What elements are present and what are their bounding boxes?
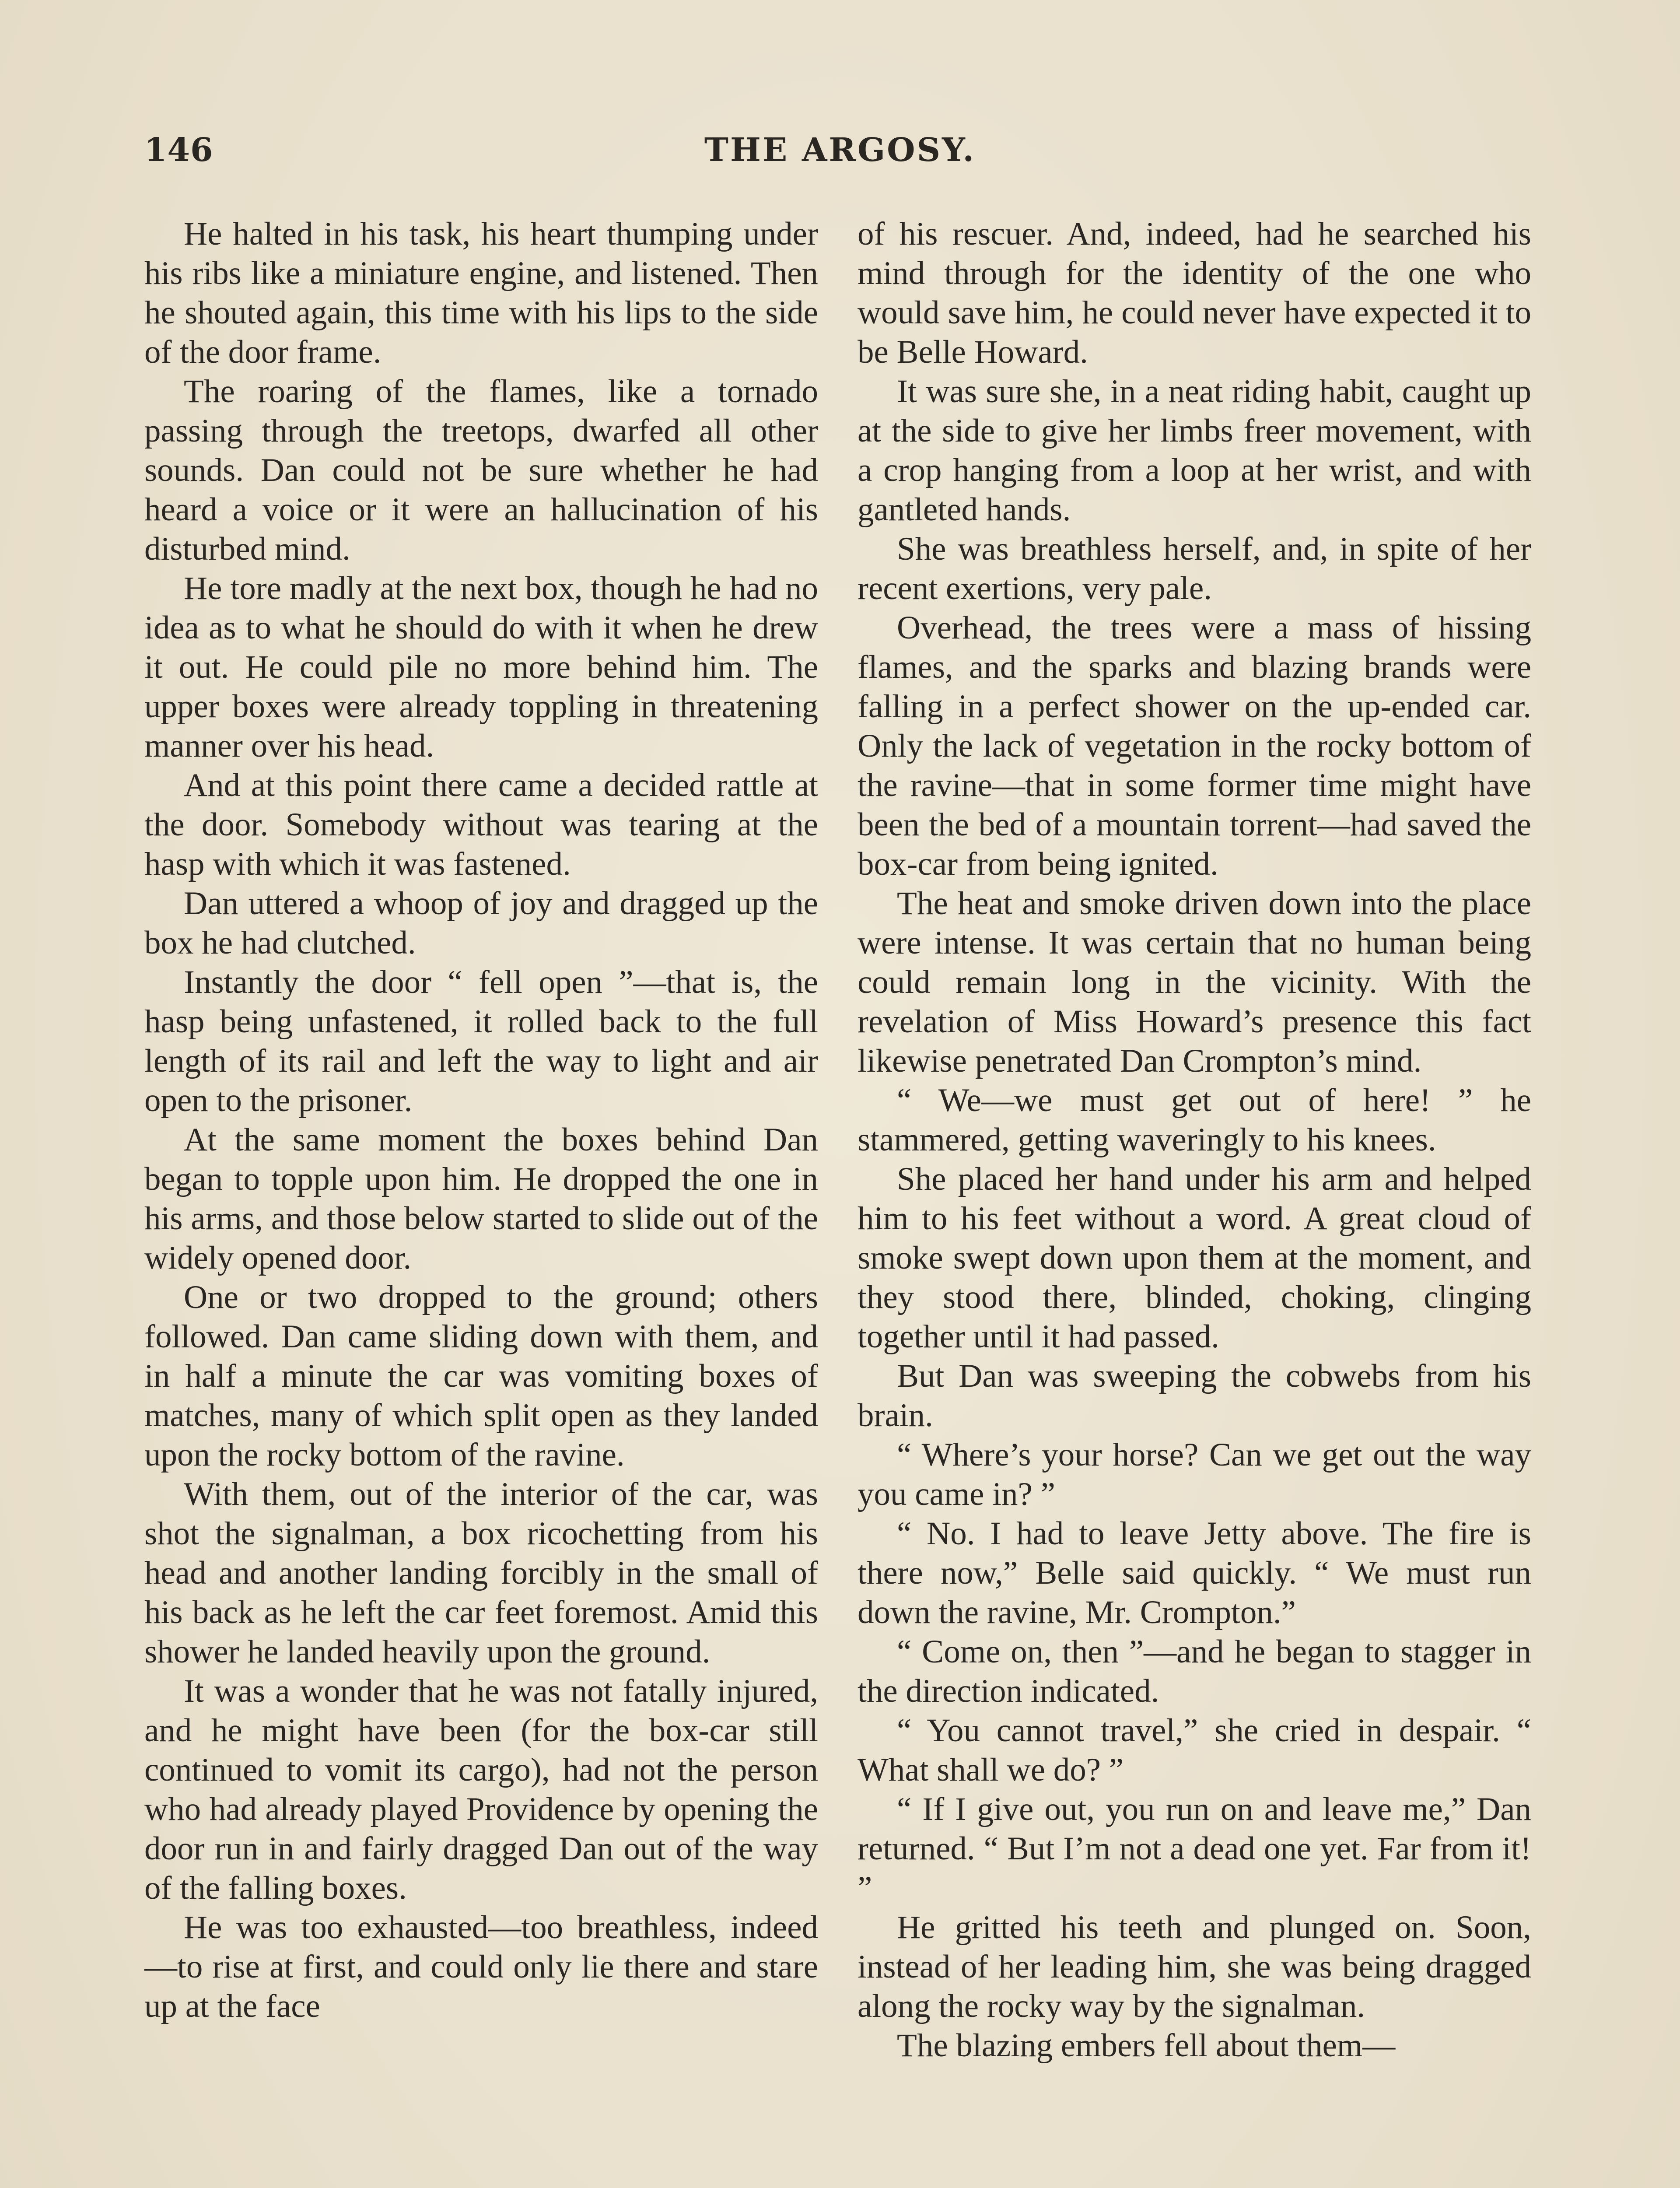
paragraph: “ Come on, then ”—and he began to stagger in the direction indicated. xyxy=(858,1634,1531,1709)
paragraph: One or two dropped to the ground; others followed. Dan came sliding down with them, and in half a minute the car was vomiting boxes of matches, many of which split open as they landed upon the rocky bottom of the ravine. xyxy=(144,1279,818,1473)
paragraph: of his rescuer. And, indeed, had he searched his mind through for the identity of the one who would save him, he could never have expected it to be Belle Howard. xyxy=(858,216,1531,370)
paragraph: He gritted his teeth and plunged on. Soon, instead of her leading him, she was being dragged along the rocky way by the signalman. xyxy=(858,1909,1531,2024)
paragraph: And at this point there came a decided rattle at the door. Somebody without was tearing at the hasp with which it was fastened. xyxy=(144,767,818,882)
paragraph: He was too exhausted—too breathless, indeed—to rise at first, and could only lie there and stare up at the face xyxy=(144,1909,818,2024)
paragraph: He halted in his task, his heart thumping under his ribs like a miniature engine, and listened. Then he shouted again, this time with his lips to the side of the door frame. xyxy=(144,216,818,370)
paragraph: “ If I give out, you run on and leave me,” Dan returned. “ But I’m not a dead one yet. Far from it! ” xyxy=(858,1791,1531,1906)
paragraph: It was a wonder that he was not fatally injured, and he might have been (for the box-car still continued to vomit its cargo), had not the person who had already played Providence by opening the door run in and fairly dragged Dan out of the way of the falling boxes. xyxy=(144,1673,818,1906)
paragraph: The heat and smoke driven down into the place were intense. It was certain that no human being could remain long in the vicinity. With the revelation of Miss Howard’s presence this fact likewise penetrated Dan Crompton’s mind. xyxy=(858,885,1531,1079)
paragraph: She was breathless herself, and, in spite of her recent exertions, very pale. xyxy=(858,531,1531,607)
paragraph: The roaring of the flames, like a tornado passing through the treetops, dwarfed all other sounds. Dan could not be sure whether he had heard a voice or it were an hallucination of his disturbed mind. xyxy=(144,373,818,567)
paragraph: It was sure she, in a neat riding habit, caught up at the side to give her limbs freer movement, with a crop hanging from a loop at her wrist, and with gantleted hands. xyxy=(858,373,1531,528)
paragraph: Overhead, the trees were a mass of hissing flames, and the sparks and blazing brands were falling in a perfect shower on the up-ended car. Only the lack of vegetation in the rocky bottom of the ravine—that in some former time might have been the bed of a mountain torrent—had saved the box-car from being ignited. xyxy=(858,610,1531,882)
paragraph: The blazing embers fell about them— xyxy=(897,2027,1396,2064)
paragraph: “ We—we must get out of here! ” he stammered, getting waveringly to his knees. xyxy=(858,1082,1531,1158)
paragraph: She placed her hand under his arm and helped him to his feet without a word. A great cloud of smoke swept down upon them at the moment, and they stood there, blinded, choking, clinging together until it had passed. xyxy=(858,1161,1531,1355)
paragraph: At the same moment the boxes behind Dan began to topple upon him. He dropped the one in his arms, and those below started to slide out of the widely opened door. xyxy=(144,1122,818,1276)
paragraph: “ You cannot travel,” she cried in despair. “ What shall we do? ” xyxy=(858,1712,1531,1788)
paragraph: With them, out of the interior of the car, was shot the signalman, a box ricochetting from his head and another landing forcibly in the small of his back as he left the car feet foremost. Amid this shower he landed heavily upon the ground. xyxy=(144,1476,818,1670)
right-column xyxy=(858,214,1531,2065)
paragraph: He tore madly at the next box, though he had no idea as to what he should do with it when he drew it out. He could pile no more behind him. The upper boxes were already toppling in threatening manner over his head. xyxy=(144,570,818,764)
paragraph: Instantly the door “ fell open ”—that is, the hasp being unfastened, it rolled back to the full length of its rail and left the way to light and air open to the prisoner. xyxy=(144,964,818,1119)
paragraph: But Dan was sweeping the cobwebs from his brain. xyxy=(858,1358,1531,1434)
paragraph: “ No. I had to leave Jetty above. The fire is there now,” Belle said quickly. “ We must run down the ravine, Mr. Crompton.” xyxy=(858,1515,1531,1630)
paragraph: Dan uttered a whoop of joy and dragged up the box he had clutched. xyxy=(144,885,818,961)
running-head: THE ARGOSY. xyxy=(704,131,976,169)
page-number: 146 xyxy=(144,131,214,169)
paragraph: “ Where’s your horse? Can we get out the way you came in? ” xyxy=(858,1437,1531,1512)
left-column xyxy=(144,214,818,2026)
